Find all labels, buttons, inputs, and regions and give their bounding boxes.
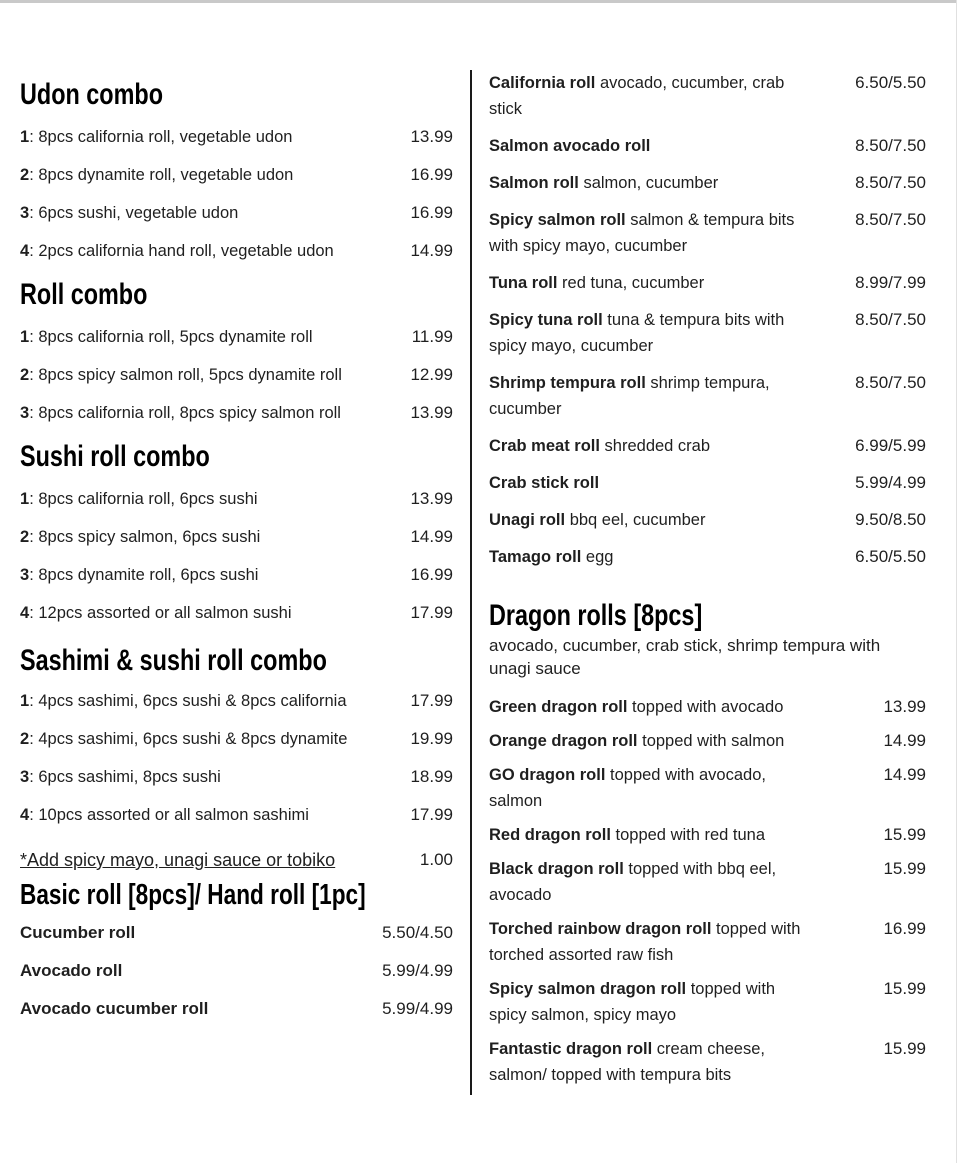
menu-item-text (20, 922, 135, 944)
item-price: 5.99/4.99 (855, 473, 926, 492)
menu-item-row (489, 856, 926, 908)
menu-item-text (489, 1036, 817, 1088)
menu-item-text (20, 526, 410, 548)
section-heading-text: Udon combo (20, 78, 163, 111)
item-price: 6.99/5.99 (855, 436, 926, 455)
item-name: Torched rainbow dragon roll (489, 920, 712, 938)
section-items (20, 126, 453, 262)
menu-item-text (20, 602, 410, 624)
menu-item-row (489, 762, 926, 814)
item-description: salmon & tempura bits with spicy mayo, cucumber (489, 211, 795, 255)
menu-item-row (489, 694, 926, 720)
item-price: 15.99 (883, 859, 926, 878)
menu-item-text (20, 488, 410, 510)
item-price: 16.99 (410, 203, 453, 222)
section-items (20, 326, 453, 424)
item-description: : 8pcs california roll, vegetable udon (29, 128, 293, 146)
item-description: : 8pcs dynamite roll, 6pcs sushi (29, 566, 259, 584)
item-name: GO dragon roll (489, 766, 606, 784)
menu-item-row (20, 602, 453, 624)
menu-item-text (489, 207, 817, 259)
menu-item-row (20, 766, 453, 788)
section-sashimi-sushi-roll-combo (20, 644, 453, 826)
item-description: : 8pcs california roll, 5pcs dynamite roll (29, 328, 313, 346)
menu-item-row (489, 1036, 926, 1088)
item-name: Crab meat roll (489, 437, 600, 455)
item-price: 6.50/5.50 (855, 547, 926, 566)
menu-item-text (489, 694, 817, 720)
item-description: : 8pcs spicy salmon roll, 5pcs dynamite roll (29, 366, 342, 384)
menu-item-text (489, 976, 817, 1028)
item-price: 15.99 (883, 825, 926, 844)
menu-item-text (20, 164, 410, 186)
item-name: Salmon roll (489, 174, 579, 192)
section-rolls (489, 70, 926, 570)
item-number: 1 (20, 128, 30, 146)
item-number: 3 (20, 768, 30, 786)
item-description: topped with avocado (632, 698, 784, 716)
item-number: 2 (20, 366, 30, 384)
menu-item-row (20, 922, 453, 944)
menu-item-row (20, 690, 453, 712)
menu-item-text (489, 370, 817, 422)
item-price: 9.50/8.50 (855, 510, 926, 529)
item-name: Green dragon roll (489, 698, 628, 716)
menu-item-text (20, 690, 410, 712)
menu-item-row (489, 70, 926, 122)
menu-item-row (489, 916, 926, 968)
item-description: red tuna, cucumber (562, 274, 705, 292)
menu-item-text (20, 202, 410, 224)
section-heading (489, 598, 926, 634)
menu-item-row (489, 822, 926, 848)
item-number: 1 (20, 490, 30, 508)
item-description: : 4pcs sashimi, 6pcs sushi & 8pcs dynamite (29, 730, 348, 748)
item-price: 6.50/5.50 (855, 73, 926, 92)
menu-item-text (489, 470, 817, 496)
menu-item-row (489, 370, 926, 422)
item-description: : 8pcs california roll, 8pcs spicy salmon roll (29, 404, 341, 422)
menu-item-row (20, 364, 453, 386)
item-price: 8.50/7.50 (855, 310, 926, 329)
item-description: shredded crab (604, 437, 711, 455)
item-price: 15.99 (883, 979, 926, 998)
item-price: 13.99 (410, 127, 453, 146)
menu-item-text (489, 133, 817, 159)
item-description: : 8pcs dynamite roll, vegetable udon (29, 166, 294, 184)
menu-item-row (20, 564, 453, 586)
section-basic-roll (20, 878, 453, 1020)
dragon-subtitle: avocado, cucumber, crab stick, shrimp tempura with unagi sauce (489, 636, 881, 678)
item-price: 12.99 (410, 365, 453, 384)
item-price: 14.99 (883, 731, 926, 750)
menu-item-text (20, 728, 410, 750)
item-price: 13.99 (883, 697, 926, 716)
item-price: 19.99 (410, 729, 453, 748)
item-price: 18.99 (410, 767, 453, 786)
item-description: topped with salmon (642, 732, 785, 750)
section-heading (20, 878, 453, 912)
item-description: : 8pcs spicy salmon, 6pcs sushi (29, 528, 261, 546)
item-name: Spicy salmon dragon roll (489, 980, 687, 998)
item-price: 5.99/4.99 (382, 999, 453, 1018)
item-description: : 12pcs assorted or all salmon sushi (29, 604, 292, 622)
menu-item-text (20, 402, 410, 424)
addon-row (20, 848, 453, 872)
menu-item-text (489, 856, 817, 908)
item-price: 8.99/7.99 (855, 273, 926, 292)
section-items (489, 694, 926, 1088)
menu-item-row (489, 470, 926, 496)
menu-item-row (489, 170, 926, 196)
menu-item-text (20, 804, 410, 826)
menu-item-row (20, 240, 453, 262)
section-udon-combo (20, 78, 453, 262)
menu-item-row (20, 526, 453, 548)
item-price: 15.99 (883, 1039, 926, 1058)
menu-item-text (20, 960, 122, 982)
item-number: 4 (20, 604, 30, 622)
item-description: salmon, cucumber (583, 174, 719, 192)
menu-item-text (489, 762, 817, 814)
item-price: 8.50/7.50 (855, 136, 926, 155)
menu-item-text (20, 240, 410, 262)
item-price: 11.99 (411, 327, 453, 346)
menu-item-row (20, 804, 453, 826)
menu-item-text (489, 307, 817, 359)
item-name: Cucumber roll (20, 923, 136, 942)
item-name: Orange dragon roll (489, 732, 638, 750)
item-name: Spicy tuna roll (489, 311, 603, 329)
item-description: topped with torched assorted raw fish (489, 920, 801, 964)
item-number: 1 (20, 328, 30, 346)
page-top-border (0, 0, 957, 3)
item-description: topped with bbq eel, avocado (489, 860, 777, 904)
right-column (489, 70, 926, 1096)
item-name: Salmon avocado roll (489, 137, 651, 155)
item-number: 3 (20, 566, 30, 584)
item-number: 2 (20, 730, 30, 748)
section-heading-text: Sushi roll combo (20, 440, 210, 473)
section-items (20, 690, 453, 826)
item-price: 16.99 (410, 165, 453, 184)
menu-item-row (20, 998, 453, 1020)
item-description: tuna & tempura bits with spicy mayo, cucumber (489, 311, 785, 355)
addon-text: *Add spicy mayo, unagi sauce or tobiko (20, 850, 336, 870)
item-name: Crab stick roll (489, 474, 600, 492)
item-description: : 8pcs california roll, 6pcs sushi (29, 490, 258, 508)
section-heading-text: Basic roll [8pcs]/ Hand roll [1pc] (20, 879, 366, 911)
item-description: : 10pcs assorted or all salmon sashimi (29, 806, 309, 824)
section-heading-text: Roll combo (20, 278, 148, 311)
item-price: 8.50/7.50 (855, 210, 926, 229)
item-number: 4 (20, 242, 30, 260)
menu-item-row (489, 728, 926, 754)
item-name: Avocado cucumber roll (20, 999, 209, 1018)
item-price: 14.99 (410, 527, 453, 546)
menu-item-row (489, 433, 926, 459)
section-sushi-roll-combo (20, 440, 453, 624)
menu-item-row (20, 126, 453, 148)
item-description: shrimp tempura, cucumber (489, 374, 770, 418)
item-number: 1 (20, 692, 30, 710)
item-description: avocado, cucumber, crab stick (489, 74, 785, 118)
menu-item-text (489, 70, 817, 122)
item-price: 8.50/7.50 (855, 173, 926, 192)
item-description: : 4pcs sashimi, 6pcs sushi & 8pcs california (29, 692, 347, 710)
item-name: California roll (489, 74, 596, 92)
item-number: 2 (20, 528, 30, 546)
item-price: 13.99 (410, 403, 453, 422)
menu-item-row (20, 488, 453, 510)
menu-item-text (20, 364, 410, 386)
section-heading (20, 78, 453, 112)
item-number: 3 (20, 204, 30, 222)
menu-item-row (20, 326, 453, 348)
item-price: 16.99 (883, 919, 926, 938)
menu-item-row (20, 728, 453, 750)
section-heading-text: Sashimi & sushi roll combo (20, 644, 327, 677)
menu-item-text (489, 544, 817, 570)
section-heading-text: Dragon rolls [8pcs] (489, 599, 703, 632)
section-heading (20, 644, 453, 678)
item-description: : 6pcs sushi, vegetable udon (29, 204, 239, 222)
item-name: Avocado roll (20, 961, 123, 980)
menu-item-text (489, 433, 817, 459)
menu-item-row (20, 960, 453, 982)
item-price: 16.99 (410, 565, 453, 584)
item-description: topped with avocado, salmon (489, 766, 766, 810)
item-price: 17.99 (410, 603, 453, 622)
menu-item-text (489, 916, 817, 968)
menu-item-text (20, 766, 410, 788)
menu-item-row (489, 133, 926, 159)
item-description: egg (585, 548, 614, 566)
item-price: 17.99 (410, 691, 453, 710)
menu-item-row (489, 976, 926, 1028)
item-description: : 2pcs california hand roll, vegetable udon (29, 242, 334, 260)
item-description: : 6pcs sashimi, 8pcs sushi (29, 768, 221, 786)
item-price: 17.99 (410, 805, 453, 824)
item-price: 5.99/4.99 (382, 961, 453, 980)
menu-item-row (489, 207, 926, 259)
item-number: 3 (20, 404, 30, 422)
item-price: 13.99 (410, 489, 453, 508)
menu-item-text (489, 170, 817, 196)
left-column (20, 78, 453, 1036)
section-heading (20, 440, 453, 474)
menu-item-text (20, 564, 410, 586)
menu-item-row (489, 270, 926, 296)
item-name: Tamago roll (489, 548, 582, 566)
item-price: 5.50/4.50 (382, 923, 453, 942)
menu-item-row (20, 402, 453, 424)
section-dragon-rolls (489, 598, 926, 1088)
menu-item-text (489, 507, 817, 533)
item-name: Spicy salmon roll (489, 211, 626, 229)
column-divider (470, 70, 472, 1095)
menu-item-text (489, 822, 817, 848)
item-price: 14.99 (883, 765, 926, 784)
item-description: cream cheese, salmon/ topped with tempura bits (489, 1040, 765, 1084)
item-price: 8.50/7.50 (855, 373, 926, 392)
item-number: 2 (20, 166, 30, 184)
menu-item-row (489, 544, 926, 570)
section-items (489, 70, 926, 570)
item-description: topped with spicy salmon, spicy mayo (489, 980, 776, 1024)
menu-item-text (489, 270, 817, 296)
item-name: Tuna roll (489, 274, 558, 292)
item-description: topped with red tuna (615, 826, 766, 844)
item-price: 14.99 (410, 241, 453, 260)
item-name: Unagi roll (489, 511, 566, 529)
item-name: Fantastic dragon roll (489, 1040, 653, 1058)
item-name: Black dragon roll (489, 860, 624, 878)
menu-item-text (20, 998, 208, 1020)
section-roll-combo (20, 278, 453, 424)
menu-item-text (20, 126, 410, 148)
item-name: Shrimp tempura roll (489, 374, 646, 392)
item-number: 4 (20, 806, 30, 824)
item-name: Red dragon roll (489, 826, 611, 844)
menu-item-text (20, 326, 412, 348)
menu-item-row (489, 307, 926, 359)
section-items (20, 488, 453, 624)
menu-item-text (489, 728, 817, 754)
section-items (20, 922, 453, 1020)
addon-price: 1.00 (419, 850, 453, 869)
menu-item-row (489, 507, 926, 533)
menu-item-row (20, 164, 453, 186)
item-description: bbq eel, cucumber (569, 511, 706, 529)
menu-item-row (20, 202, 453, 224)
section-heading (20, 278, 453, 312)
